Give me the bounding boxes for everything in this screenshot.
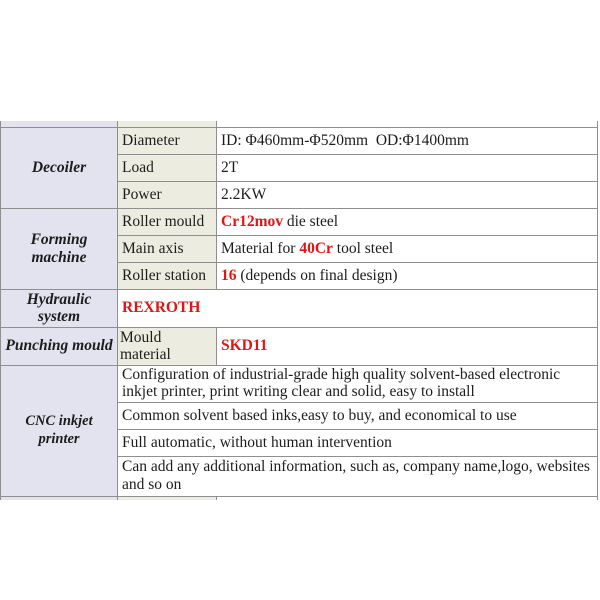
table-row bbox=[1, 327, 598, 365]
value-load: 2T bbox=[217, 154, 598, 181]
spec-table bbox=[0, 121, 598, 500]
value-roller-mould-rest: die steel bbox=[283, 212, 339, 230]
param-power: Power bbox=[118, 181, 217, 208]
cnc-feature-2: Common solvent based inks,easy to buy, and economical to use bbox=[118, 402, 598, 429]
param-roller-station: Roller station bbox=[118, 262, 217, 289]
param-roller-mould: Roller mould bbox=[118, 208, 217, 235]
highlight-cr12mov: Cr12mov bbox=[221, 212, 283, 230]
section-label-hydraulic-system: Hydraulic system bbox=[1, 289, 118, 327]
param-mould-material: Mould material bbox=[118, 327, 217, 365]
value-roller-mould bbox=[217, 208, 598, 235]
cnc-feature-3: Full automatic, without human intervention bbox=[118, 429, 598, 456]
param-diameter: Diameter bbox=[118, 127, 217, 154]
partial-cell bbox=[217, 496, 598, 500]
spec-table-wrap bbox=[0, 121, 597, 500]
value-diameter: ID: Φ460mm-Φ520mm OD:Φ1400mm bbox=[217, 127, 598, 154]
value-main-axis-rest: tool steel bbox=[332, 239, 394, 257]
value-main-axis bbox=[217, 235, 598, 262]
partial-row-bottom bbox=[1, 496, 598, 500]
highlight-40cr: 40Cr bbox=[299, 239, 333, 257]
value-roller-station-rest: (depends on final design) bbox=[236, 266, 398, 284]
section-label-forming-machine: Forming machine bbox=[1, 208, 118, 289]
value-roller-station bbox=[217, 262, 598, 289]
table-row bbox=[1, 208, 598, 235]
value-mould-material bbox=[217, 327, 598, 365]
section-label-decoiler: Decoiler bbox=[1, 127, 118, 208]
partial-cell bbox=[1, 496, 118, 500]
table-row bbox=[1, 127, 598, 154]
value-main-axis-pre: Material for bbox=[221, 239, 300, 257]
section-label-cnc-inkjet-printer: CNC inkjet printer bbox=[1, 365, 118, 496]
param-load: Load bbox=[118, 154, 217, 181]
highlight-skd11: SKD11 bbox=[221, 337, 268, 355]
value-hydraulic bbox=[118, 289, 598, 327]
highlight-rexroth: REXROTH bbox=[122, 299, 201, 317]
section-label-punching-mould: Punching mould bbox=[1, 327, 118, 365]
cnc-feature-1: Configuration of industrial-grade high quality solvent-based electronic inkjet printer, print writing clear and solid, easy to install bbox=[118, 365, 598, 402]
highlight-16: 16 bbox=[221, 266, 237, 284]
value-power: 2.2KW bbox=[217, 181, 598, 208]
table-row bbox=[1, 365, 598, 402]
cnc-feature-4: Can add any additional information, such as, company name,logo, websites and so on bbox=[118, 456, 598, 496]
table-row bbox=[1, 289, 598, 327]
param-main-axis: Main axis bbox=[118, 235, 217, 262]
partial-cell bbox=[118, 496, 217, 500]
